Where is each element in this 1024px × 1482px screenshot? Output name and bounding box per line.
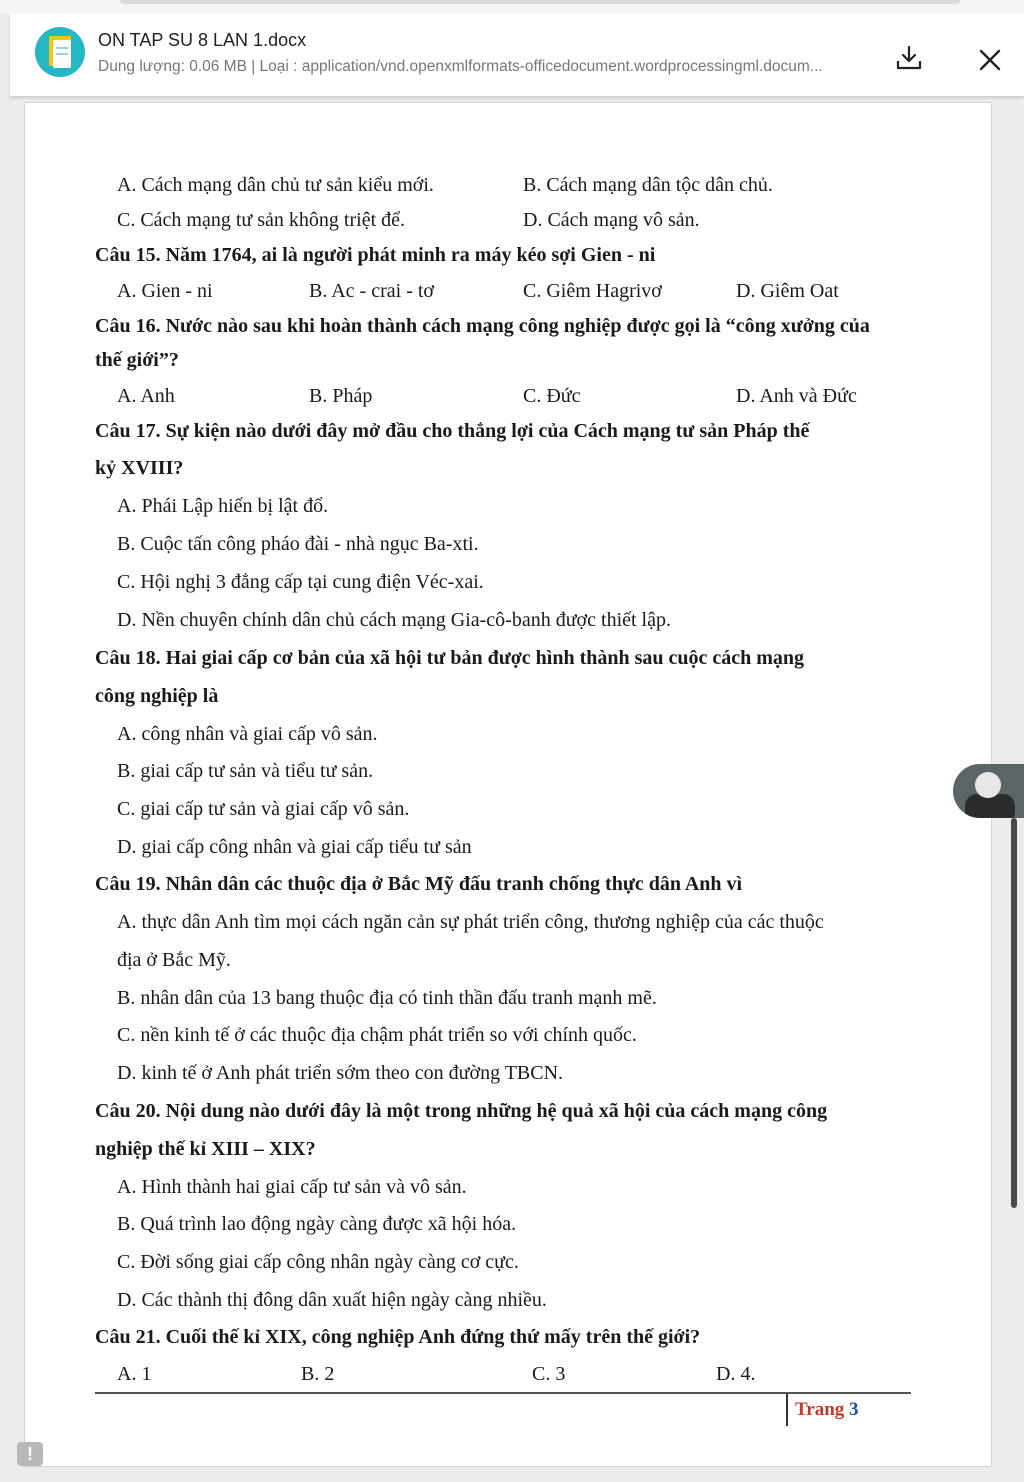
page-label: Trang: [795, 1399, 845, 1420]
q20-question-line2: nghiệp thế kỉ XIII – XIX?: [95, 1138, 316, 1160]
footer-divider: [786, 1394, 788, 1426]
q18-option-b: B. giai cấp tư sản và tiểu tư sản.: [117, 760, 374, 782]
q18-question-line1: Câu 18. Hai giai cấp cơ bản của xã hội tư bản được hình thành sau cuộc cách mạng: [95, 647, 805, 669]
floating-avatar-bubble[interactable]: [953, 764, 1024, 818]
q16-option-c: C. Đức: [523, 385, 581, 407]
q15-option-a: A. Gien - ni: [117, 280, 213, 302]
q15-option-d: D. Giêm Oat: [736, 280, 839, 302]
q19-option-b: B. nhân dân của 13 bang thuộc địa có tinh thần đấu tranh mạnh mẽ.: [117, 987, 657, 1009]
q17-option-b: B. Cuộc tấn công pháo đài - nhà ngục Ba-xti.: [117, 533, 479, 555]
q20-option-a: A. Hình thành hai giai cấp tư sản và vô sản.: [117, 1176, 467, 1198]
page-footer: [795, 1399, 859, 1421]
q19-question: Câu 19. Nhân dân các thuộc địa ở Bắc Mỹ đấu tranh chống thực dân Anh vì: [95, 873, 743, 895]
q20-option-d: D. Các thành thị đông dân xuất hiện ngày càng nhiều.: [117, 1289, 547, 1311]
close-icon[interactable]: [976, 46, 1004, 74]
q20-question-line1: Câu 20. Nội dung nào dưới đây là một trong những hệ quả xã hội của cách mạng công: [95, 1100, 828, 1122]
q14-option-c: C. Cách mạng tư sản không triệt để.: [117, 209, 406, 231]
q21-option-d: D. 4.: [716, 1363, 756, 1385]
avatar-head: [975, 772, 1001, 798]
q16-option-d: D. Anh và Đức: [736, 385, 857, 407]
q21-option-c: C. 3: [532, 1363, 566, 1385]
document-content: [25, 103, 993, 1468]
file-meta: Dung lượng: 0.06 MB | Loại : application/vnd.openxmlformats-officedocument.wordprocessingml.docum...: [98, 58, 823, 75]
q14-option-d: D. Cách mạng vô sản.: [523, 209, 700, 231]
q17-option-d: D. Nền chuyên chính dân chủ cách mạng Gia-cô-banh được thiết lập.: [117, 609, 671, 631]
q19-option-a-line1: A. thực dân Anh tìm mọi cách ngăn cản sự phát triển công, thương nghiệp của các thuộc: [117, 911, 824, 933]
q20-option-c: C. Đời sống giai cấp công nhân ngày càng cơ cực.: [117, 1251, 519, 1273]
q18-option-d: D. giai cấp công nhân và giai cấp tiểu tư sản: [117, 836, 472, 858]
q21-question: Câu 21. Cuối thế kỉ XIX, công nghiệp Anh đứng thứ mấy trên thế giới?: [95, 1326, 701, 1348]
top-strip: [0, 0, 1024, 14]
file-icon-sheet-front: [53, 40, 71, 68]
page-number: 3: [849, 1399, 859, 1420]
q14-option-b: B. Cách mạng dân tộc dân chủ.: [523, 174, 773, 196]
q21-option-a: A. 1: [117, 1363, 152, 1385]
q16-option-a: A. Anh: [117, 385, 175, 407]
q20-option-b: B. Quá trình lao động ngày càng được xã hội hóa.: [117, 1213, 517, 1235]
q17-question-line1: Câu 17. Sự kiện nào dưới đây mở đầu cho thắng lợi của Cách mạng tư sản Pháp thế: [95, 420, 810, 442]
top-handle: [120, 0, 960, 4]
q14-option-a: A. Cách mạng dân chủ tư sản kiểu mới.: [117, 174, 434, 196]
q18-option-c: C. giai cấp tư sản và giai cấp vô sản.: [117, 798, 410, 820]
q17-option-a: A. Phái Lập hiến bị lật đổ.: [117, 495, 329, 517]
q15-option-b: B. Ac - crai - tơ: [309, 280, 434, 302]
document-page[interactable]: [24, 102, 992, 1467]
q15-option-c: C. Giêm Hagrivơ: [523, 280, 662, 302]
download-icon[interactable]: [895, 44, 923, 72]
scrollbar-thumb[interactable]: [1011, 818, 1017, 1208]
q19-option-c: C. nền kinh tế ở các thuộc địa chậm phát triển so với chính quốc.: [117, 1024, 637, 1046]
file-title: ON TAP SU 8 LAN 1.docx: [98, 30, 307, 50]
q18-question-line2: công nghiệp là: [95, 685, 219, 707]
q15-question: Câu 15. Năm 1764, ai là người phát minh ra máy kéo sợi Gien - ni: [95, 244, 656, 266]
q17-question-line2: kỷ XVIII?: [95, 457, 184, 479]
footer-rule: [95, 1392, 911, 1394]
q16-option-b: B. Pháp: [309, 385, 373, 407]
q19-option-a-line2: địa ở Bắc Mỹ.: [117, 949, 231, 971]
warning-icon[interactable]: !: [17, 1442, 43, 1466]
q17-option-c: C. Hội nghị 3 đẳng cấp tại cung điện Véc-xai.: [117, 571, 484, 593]
q21-option-b: B. 2: [301, 1363, 335, 1385]
q16-question-line1: Câu 16. Nước nào sau khi hoàn thành cách mạng công nghiệp được gọi là “công xưởng của: [95, 315, 870, 337]
docx-file-icon: [35, 27, 85, 77]
q18-option-a: A. công nhân và giai cấp vô sản.: [117, 723, 378, 745]
q16-question-line2: thế giới”?: [95, 349, 179, 371]
q19-option-d: D. kinh tế ở Anh phát triển sớm theo con đường TBCN.: [117, 1062, 564, 1084]
file-header: [10, 14, 1024, 96]
